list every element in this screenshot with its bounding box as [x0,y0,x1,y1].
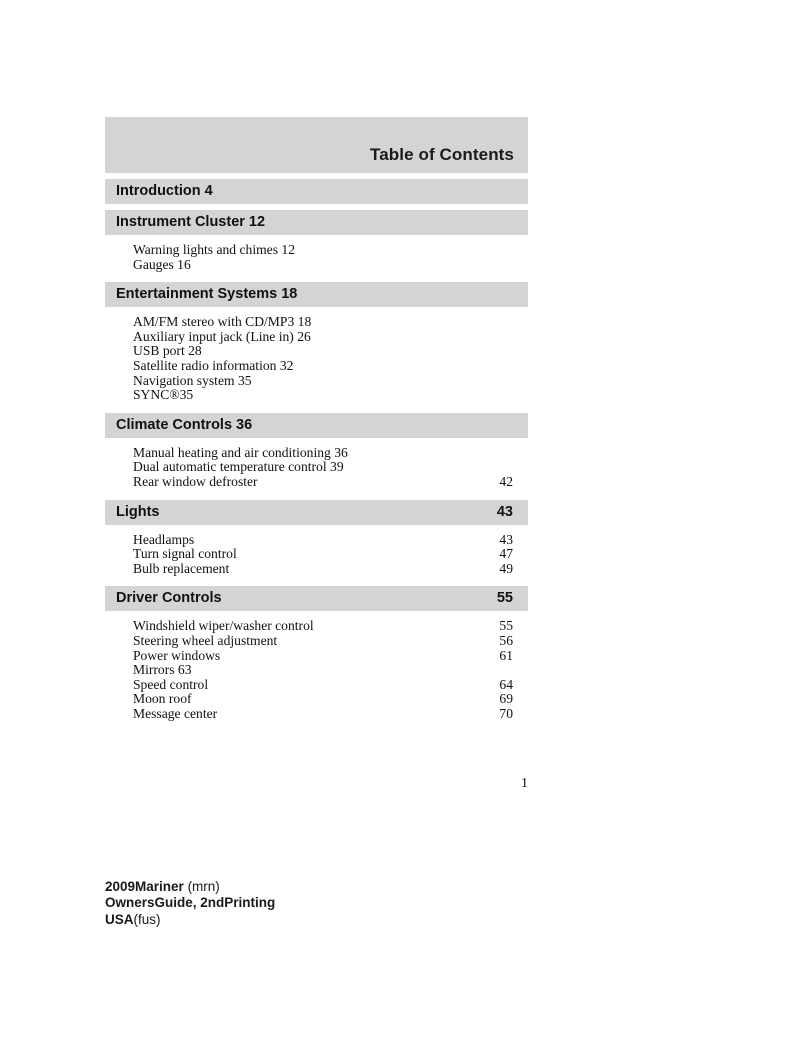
footer-model-code: (mrn) [183,879,220,894]
toc-entry-label: Moon roof [133,691,192,707]
toc-entry-label: Windshield wiper/washer control [133,618,314,634]
toc-entry-page: 56 [499,632,513,648]
toc-section-heading [105,210,528,235]
toc-entry [105,359,528,374]
toc-entry [105,446,528,461]
toc-entry [105,315,528,330]
toc-section-heading [105,282,528,307]
toc-section-page: 55 [496,590,513,607]
toc-entry [105,344,528,359]
toc-entry-label: Turn signal control [133,546,237,562]
toc-entry-label: Speed control [133,676,209,692]
toc-entry-label: Mirrors 63 [133,662,192,678]
toc-entry-list [105,611,528,725]
toc-entry-label: Navigation system 35 [133,372,252,388]
toc-section-title: Climate Controls 36 [116,416,253,433]
toc-entry-label: USB port 28 [133,343,202,359]
toc-entry-page: 70 [499,705,513,721]
toc-section-title: Entertainment Systems 18 [116,286,298,303]
toc-entry [105,663,528,678]
toc-entry [105,619,528,634]
toc-section-title: Lights [116,503,160,520]
toc-entry [105,475,528,490]
toc-entry-label: Rear window defroster [133,473,258,489]
toc-entry-page: 69 [499,691,513,707]
toc-entry-page: 47 [499,546,513,562]
toc-entry-page: 43 [499,531,513,547]
footer-line [105,879,275,895]
toc-section-heading [105,179,528,204]
toc-section-title: Introduction 4 [116,183,213,199]
toc-entry [105,330,528,345]
toc-entry-label: AM/FM stereo with CD/MP3 18 [133,314,312,330]
toc-entry-page: 61 [499,647,513,663]
toc-entry-list [105,438,528,494]
document-footer [105,879,275,928]
toc-entry-label: Steering wheel adjustment [133,632,278,648]
footer-line [105,912,275,928]
toc-entry [105,634,528,649]
toc-entry-label: Auxiliary input jack (Line in) 26 [133,328,311,344]
table-of-contents [105,117,528,725]
toc-entry [105,649,528,664]
toc-entry-list [105,235,528,276]
toc-entry-page: 64 [499,676,513,692]
footer-guide: OwnersGuide, 2ndPrinting [105,895,276,911]
toc-entry-label: SYNC®35 [133,387,194,403]
footer-market-code: (fus) [133,911,161,927]
toc-entry-page: 55 [499,618,513,634]
toc-entry [105,374,528,389]
page-title: Table of Contents [370,145,514,164]
toc-entry-page: 42 [499,473,513,489]
toc-entry [105,547,528,562]
footer-line [105,895,275,911]
toc-entry [105,243,528,258]
toc-entry-label: Manual heating and air conditioning 36 [133,444,348,460]
toc-entry [105,258,528,273]
toc-entry-label: Headlamps [133,531,195,547]
toc-section-heading [105,586,528,611]
toc-entry-label: Satellite radio information 32 [133,357,294,373]
footer-model: 2009Mariner [105,879,184,894]
toc-entry-list [105,525,528,581]
toc-entry [105,388,528,403]
footer-market: USA [105,911,134,927]
toc-entry-label: Message center [133,705,218,721]
toc-entry-label: Bulb replacement [133,560,230,576]
toc-entry [105,692,528,707]
toc-entry-label: Warning lights and chimes 12 [133,242,296,257]
toc-entry-label: Dual automatic temperature control 39 [133,459,344,475]
toc-section-heading [105,413,528,438]
page-number: 1 [521,776,528,791]
toc-section-page: 43 [496,503,513,520]
toc-header-band [105,117,528,173]
toc-section-title: Instrument Cluster 12 [116,214,266,230]
toc-section-title: Driver Controls [116,590,222,607]
toc-entry [105,533,528,548]
toc-entry-page: 49 [499,560,513,576]
toc-entry-label: Gauges 16 [133,256,191,272]
toc-entry [105,707,528,722]
toc-entry [105,678,528,693]
toc-entry-label: Power windows [133,647,221,663]
toc-entry [105,562,528,577]
toc-section-heading [105,500,528,525]
toc-entry-list [105,307,528,407]
toc-entry [105,460,528,475]
